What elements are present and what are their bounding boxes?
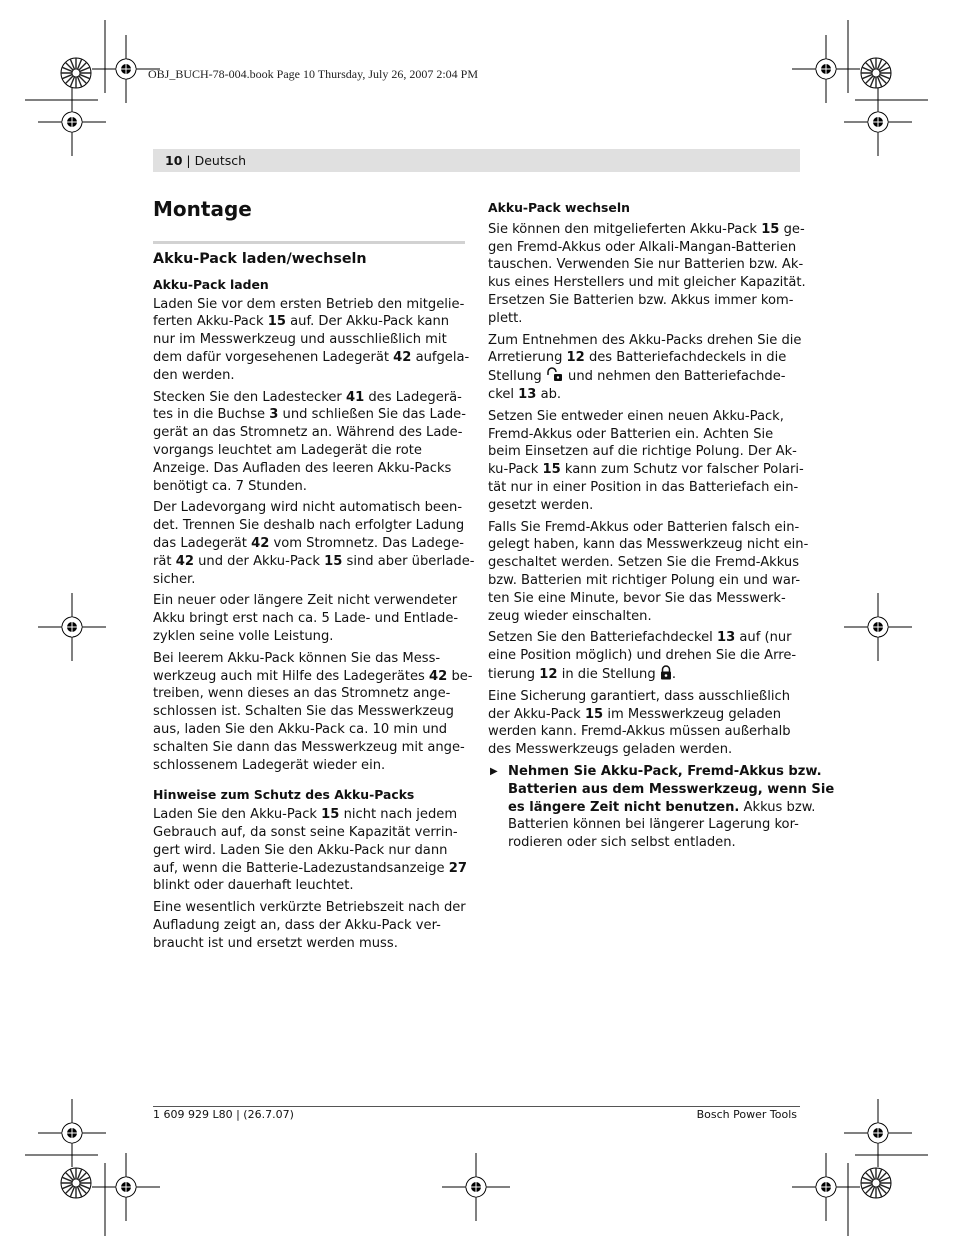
section-heading: Akku-Pack laden/wechseln	[153, 241, 465, 269]
triangle-bullet-icon: ▶	[490, 765, 498, 777]
paragraph: Eine Sicherung garantiert, dass ausschließlich der Akku-Pack 15 im Messwerkzeug geladen werden kann. Fremd-Akkus müssen außerhalb des Messwerkzeugs geladen werden.	[488, 688, 791, 758]
subheading-akku-laden: Akku-Pack laden	[153, 276, 269, 292]
footer-document-number: 1 609 929 L80 | (26.7.07)	[153, 1108, 294, 1121]
page-number: 10	[165, 153, 183, 168]
paragraph: Setzen Sie entweder einen neuen Akku-Pack, Fremd-Akkus oder Batterien ein. Achten Sie beim Einsetzen auf die richtige Polung. Der Ak- ku-Pack 15 kann zum Schutz vor falscher Polari- tät nur in einer Position in das Batteriefach ein- gesetzt werden.	[488, 408, 804, 513]
paragraph: Bei leerem Akku-Pack können Sie das Mess- werkzeug auch mit Hilfe des Ladegerätes 42 be- treiben, wenn dieses an das Stromnetz ange- schlossen ist. Schalten Sie das Messwerkzeug aus, laden Sie den Akku-Pack ca. 10 min und schalten Sie dann das Messwerkzeug mit ange- schlossenem Ladegerät wieder ein.	[153, 650, 473, 773]
subheading-hinweise: Hinweise zum Schutz des Akku-Packs	[153, 787, 415, 803]
paragraph: Stecken Sie den Ladestecker 41 des Ladegerä- tes in die Buchse 3 und schließen Sie das Lade- gerät an das Stromnetz an. Während des Lade- vorgangs leuchtet am Ladegerät die rote Anzeige. Das Aufladen des leeren Akku-Packs benötigt ca. 7 Stunden.	[153, 389, 466, 494]
paragraph: Setzen Sie den Batteriefachdeckel 13 auf (nur eine Position möglich) und drehen Sie die Arre- tierung 12 in die Stellung .	[488, 630, 797, 682]
paragraph: Laden Sie vor dem ersten Betrieb den mitgelie- ferten Akku-Pack 15 auf. Der Akku-Pack kann nur im Messwerkzeug und ausschließlich mit dem dafür vorgesehenen Ladegerät 42 aufgela- den werden.	[153, 296, 470, 383]
paragraph: Falls Sie Fremd-Akkus oder Batterien falsch ein- gelegt haben, kann das Messwerkzeug nicht ein- geschaltet werden. Setzen Sie die Fremd-Akkus bzw. Batterien mit richtiger Polung ein und war- ten Sie eine Minute, bevor Sie das Messwerk- zeug wieder einschalten.	[488, 519, 809, 624]
right-column	[488, 199, 835, 856]
page-header-band	[153, 149, 800, 172]
print-header: OBJ_BUCH-78-004.book Page 10 Thursday, July 26, 2007 2:04 PM	[148, 67, 479, 81]
paragraph: Sie können den mitgelieferten Akku-Pack 15 ge- gen Fremd-Akkus oder Alkali-Mangan-Batterien tauschen. Verwenden Sie nur Batterien bzw. Ak- kus eines Herstellers und mit gleicher Kapazität. Ersetzen Sie Batterien bzw. Akkus immer kom- plett.	[488, 221, 806, 326]
color-star-bottom-right	[861, 1168, 891, 1198]
warning-note: ▶ Nehmen Sie Akku-Pack, Fremd-Akkus bzw. Batterien aus dem Messwerkzeug, wenn Sie es längere Zeit nicht benutzen. Akkus bzw. Batterien können bei längerer Lagerung kor- rodieren oder sich selbst entladen.	[490, 763, 835, 851]
color-star-top-left	[61, 58, 91, 88]
color-star-top-right	[861, 58, 891, 88]
page-label: 10 | Deutsch	[165, 153, 247, 168]
subheading-akku-wechseln: Akku-Pack wechseln	[488, 200, 630, 215]
paragraph: Eine wesentlich verkürzte Betriebszeit nach der Aufladung zeigt an, dass der Akku-Pack ver- braucht ist und ersetzt werden muss.	[153, 900, 466, 951]
paragraph: Der Ladevorgang wird nicht automatisch been- det. Trennen Sie deshalb nach erfolgter Ladung das Ladegerät 42 vom Stromnetz. Das Ladege- rät 42 und der Akku-Pack 15 sind aber überlade- sicher.	[153, 500, 475, 587]
footer-brand: Bosch Power Tools	[696, 1108, 797, 1121]
left-column	[153, 241, 475, 956]
paragraph: Ein neuer oder längere Zeit nicht verwendeter Akku bringt erst nach ca. 5 Lade- und Entlade- zyklen seine volle Leistung.	[153, 593, 459, 644]
page-title: Montage	[153, 197, 252, 221]
paragraph: Laden Sie den Akku-Pack 15 nicht nach jedem Gebrauch auf, da sonst seine Kapazität verrin- gert wird. Laden Sie den Akku-Pack nur dann auf, wenn die Batterie-Ladezustandsanzeige 27 blinkt oder dauerhaft leuchtet.	[153, 807, 468, 894]
footer-rule	[153, 1106, 800, 1107]
unlock-icon	[546, 367, 564, 382]
lock-icon	[660, 665, 672, 680]
paragraph: Zum Entnehmen des Akku-Packs drehen Sie die Arretierung 12 des Batteriefachdeckels in die Stellung und nehmen den Batteriefachde- ckel 13 ab.	[488, 332, 802, 402]
language-label: Deutsch	[194, 153, 247, 168]
color-star-bottom-left	[61, 1168, 91, 1198]
